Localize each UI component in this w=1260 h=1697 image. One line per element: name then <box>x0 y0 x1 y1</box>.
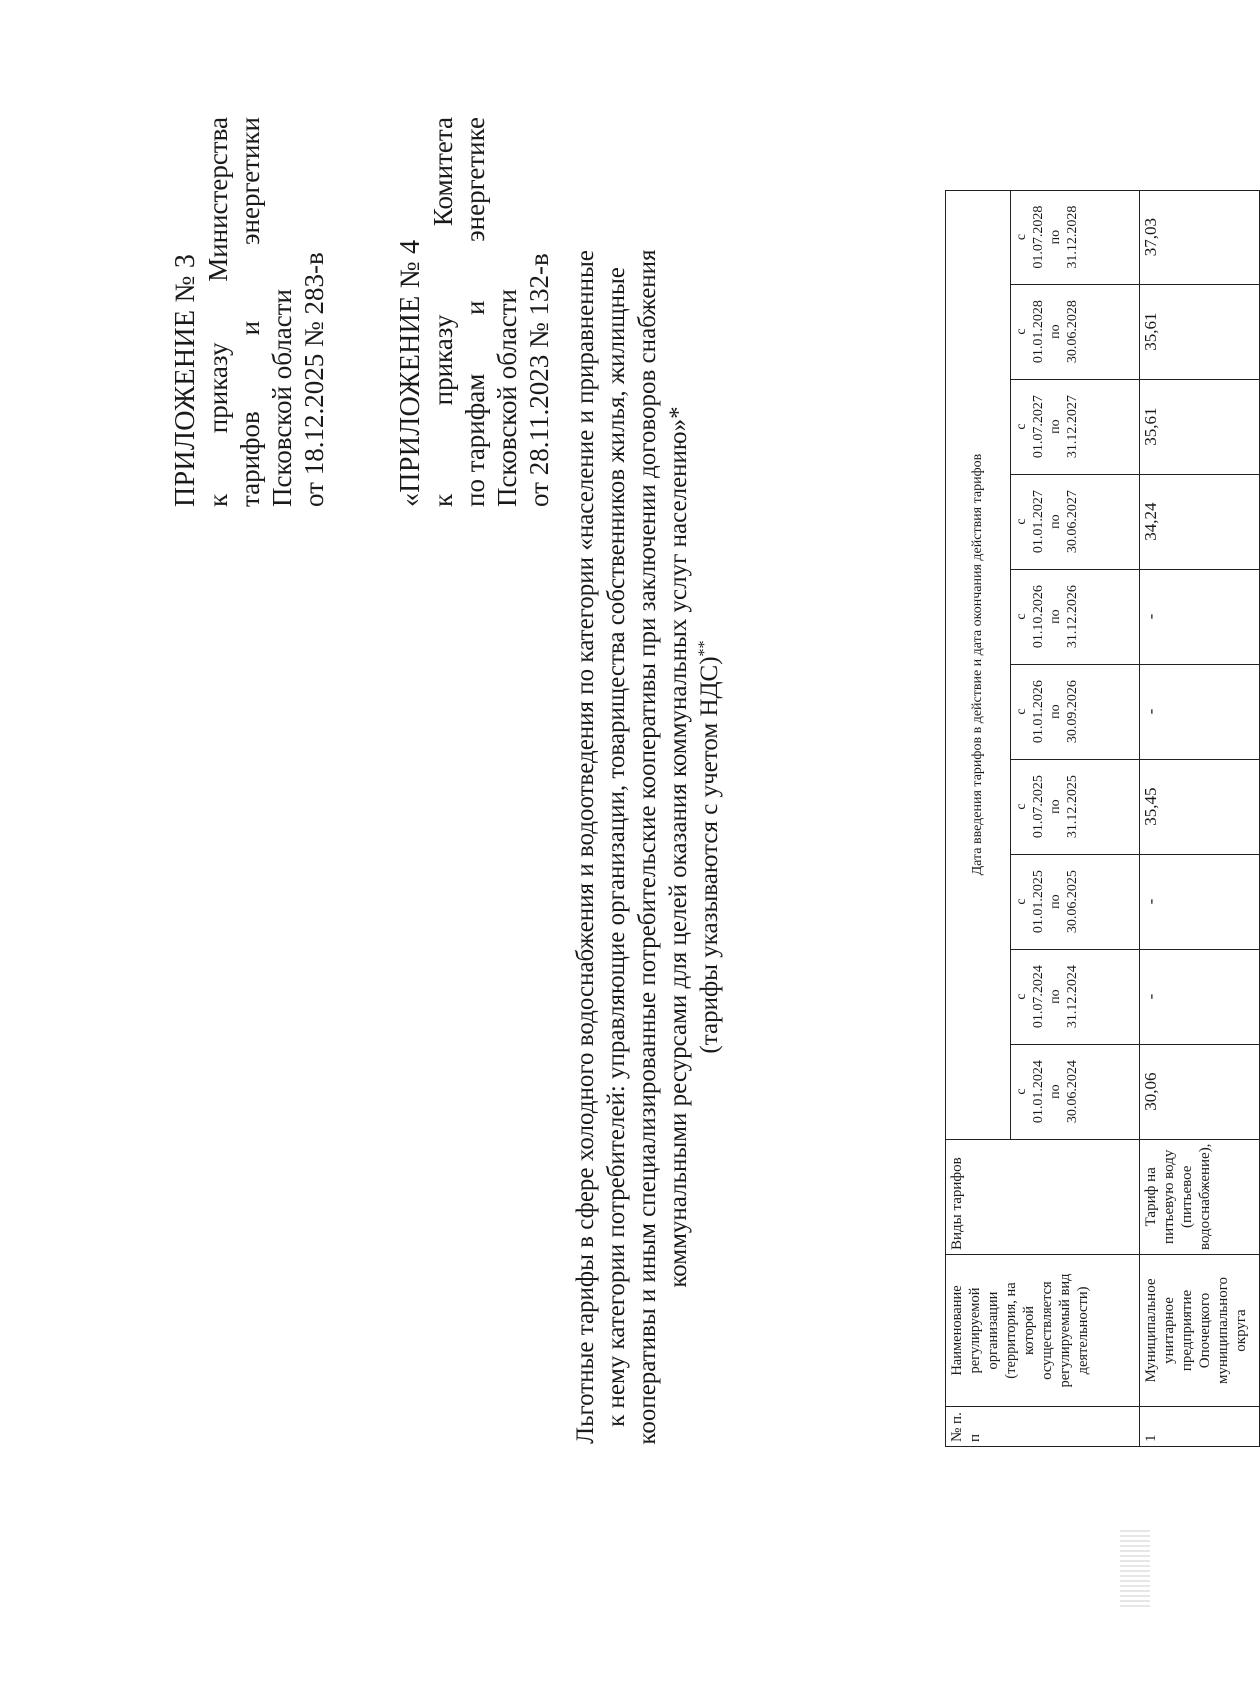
period-start: 01.01.2028 <box>1031 300 1046 364</box>
period-end: 30.06.2024 <box>1065 1060 1080 1124</box>
appendix-3-header <box>170 117 330 507</box>
tariff-table <box>945 190 1260 1447</box>
appendix-3-word: энергетики <box>235 117 265 246</box>
document-title <box>570 117 728 1577</box>
header-num: № п. п <box>946 1407 1140 1447</box>
period-start: 01.01.2027 <box>1031 490 1046 554</box>
table-header-row <box>946 190 1011 1446</box>
period-from: с <box>1014 1088 1029 1095</box>
period-from: с <box>1014 328 1029 335</box>
row-organization: Муниципальное унитарное предприятие Опочецкого муниципального округа <box>1140 1255 1260 1407</box>
period-header-cell <box>1011 949 1140 1044</box>
appendix-4-word: и <box>460 300 490 316</box>
tariff-value-cell: 35,61 <box>1140 284 1260 379</box>
period-end: 31.12.2028 <box>1065 205 1080 269</box>
period-end: 30.06.2025 <box>1065 870 1080 934</box>
period-to: по <box>1048 989 1063 1004</box>
period-end: 31.12.2026 <box>1065 585 1080 649</box>
period-from: с <box>1014 613 1029 620</box>
scan-artifact <box>1120 1527 1150 1607</box>
period-start: 01.07.2024 <box>1031 965 1046 1029</box>
period-to: по <box>1048 229 1063 245</box>
period-from: с <box>1014 233 1029 241</box>
title-line: коммунальными ресурсами для целей оказания коммунальных услуг населению»* <box>665 406 692 1288</box>
appendix-3-line3: Псковской области <box>267 288 297 507</box>
vat-note: (тарифы указываются с учетом НДС) <box>696 656 723 1054</box>
tariff-value-cell: 34,24 <box>1140 474 1260 569</box>
tariff-value-cell: 30,06 <box>1140 1044 1260 1139</box>
period-to: по <box>1048 324 1063 339</box>
period-header-cell <box>1011 474 1140 569</box>
appendix-3-word: к <box>203 493 233 507</box>
period-header-cell <box>1011 379 1140 474</box>
period-from: с <box>1014 423 1029 430</box>
tariff-value-cell: - <box>1140 854 1260 949</box>
period-header-cell <box>1011 759 1140 854</box>
appendix-3-line1 <box>202 117 234 507</box>
period-header-cell <box>1011 1044 1140 1139</box>
footnote-mark: ** <box>696 640 713 657</box>
title-line: Льготные тарифы в сфере холодного водоснабжения и водоотведения по категории «население и приравненные <box>572 250 599 1444</box>
period-header-cell <box>1011 664 1140 759</box>
period-start: 01.01.2026 <box>1031 680 1046 744</box>
period-header-cell <box>1011 284 1140 379</box>
period-to: по <box>1048 894 1063 909</box>
period-from: с <box>1014 803 1029 810</box>
period-end: 30.06.2028 <box>1065 300 1080 364</box>
appendix-3-title: ПРИЛОЖЕНИЕ № 3 <box>170 253 201 507</box>
tariff-value-cell: 37,03 <box>1140 190 1260 284</box>
period-to: по <box>1048 419 1063 434</box>
appendix-4-header <box>395 117 555 507</box>
header-periods: Дата введения тарифов в действие и дата окончания действия тарифов <box>946 190 1011 1139</box>
period-start: 01.07.2028 <box>1031 205 1046 269</box>
appendix-4-line2 <box>459 117 491 507</box>
appendix-4-title: «ПРИЛОЖЕНИЕ № 4 <box>395 239 426 507</box>
table-row <box>1140 190 1260 1446</box>
appendix-4-line4: от 28.11.2023 № 132-в <box>524 253 554 507</box>
row-tariff-kind: Тариф на питьевую воду (питьевое водоснабжение), <box>1140 1139 1260 1254</box>
period-to: по <box>1048 799 1063 814</box>
appendix-4-word: приказу <box>428 314 458 406</box>
tariff-value-cell: - <box>1140 664 1260 759</box>
period-end: 30.06.2027 <box>1065 490 1080 554</box>
title-line-vat <box>694 117 728 1577</box>
period-to: по <box>1048 704 1063 719</box>
period-end: 31.12.2025 <box>1065 775 1080 839</box>
period-end: 30.09.2026 <box>1065 680 1080 744</box>
appendix-3-word: тарифов <box>235 411 265 507</box>
period-to: по <box>1048 514 1063 529</box>
appendix-4-word: к <box>428 493 458 507</box>
header-organization: Наименование регулируемой организации (территория, на которой осуществляется регулируемый вид деятельности) <box>946 1255 1140 1407</box>
title-line: кооперативы и иным специализированные потребительские кооперативы при заключении договоров снабжения <box>634 249 661 1445</box>
row-number: 1 <box>1140 1407 1260 1447</box>
title-line: к нему категории потребителей: управляющие организации, товарищества собственников жилья, жилищные <box>603 267 630 1427</box>
appendix-4-line3: Псковской области <box>492 288 522 507</box>
period-from: с <box>1014 993 1029 1000</box>
period-from: с <box>1014 708 1029 715</box>
tariff-value-cell: - <box>1140 569 1260 664</box>
appendix-4-word: энергетике <box>460 117 490 242</box>
period-end: 31.12.2024 <box>1065 965 1080 1029</box>
appendix-3-line2 <box>234 117 266 507</box>
appendix-3-word: и <box>235 320 265 336</box>
period-to: по <box>1048 609 1063 624</box>
period-to: по <box>1048 1084 1063 1099</box>
tariff-value-cell: 35,45 <box>1140 759 1260 854</box>
period-start: 01.07.2025 <box>1031 775 1046 839</box>
appendix-4-word: по тарифам <box>460 373 490 507</box>
period-start: 01.07.2027 <box>1031 395 1046 459</box>
appendix-3-word: приказу <box>203 342 233 434</box>
period-end: 31.12.2027 <box>1065 395 1080 459</box>
period-from: с <box>1014 518 1029 525</box>
period-start: 01.01.2025 <box>1031 870 1046 934</box>
tariff-value-cell: 35,61 <box>1140 379 1260 474</box>
period-start: 01.01.2024 <box>1031 1060 1046 1124</box>
period-start: 01.10.2026 <box>1031 585 1046 649</box>
period-from: с <box>1014 898 1029 905</box>
appendix-3-word: Министерства <box>203 117 233 282</box>
tariff-value-cell: - <box>1140 949 1260 1044</box>
appendix-4-word: Комитета <box>428 117 458 227</box>
appendix-3-line4: от 18.12.2025 № 283-в <box>299 252 329 507</box>
header-tariff-kind: Виды тарифов <box>946 1139 1140 1254</box>
period-header-cell <box>1011 569 1140 664</box>
period-header-cell <box>1011 854 1140 949</box>
period-header-cell <box>1011 190 1140 284</box>
appendix-4-line1 <box>427 117 459 507</box>
